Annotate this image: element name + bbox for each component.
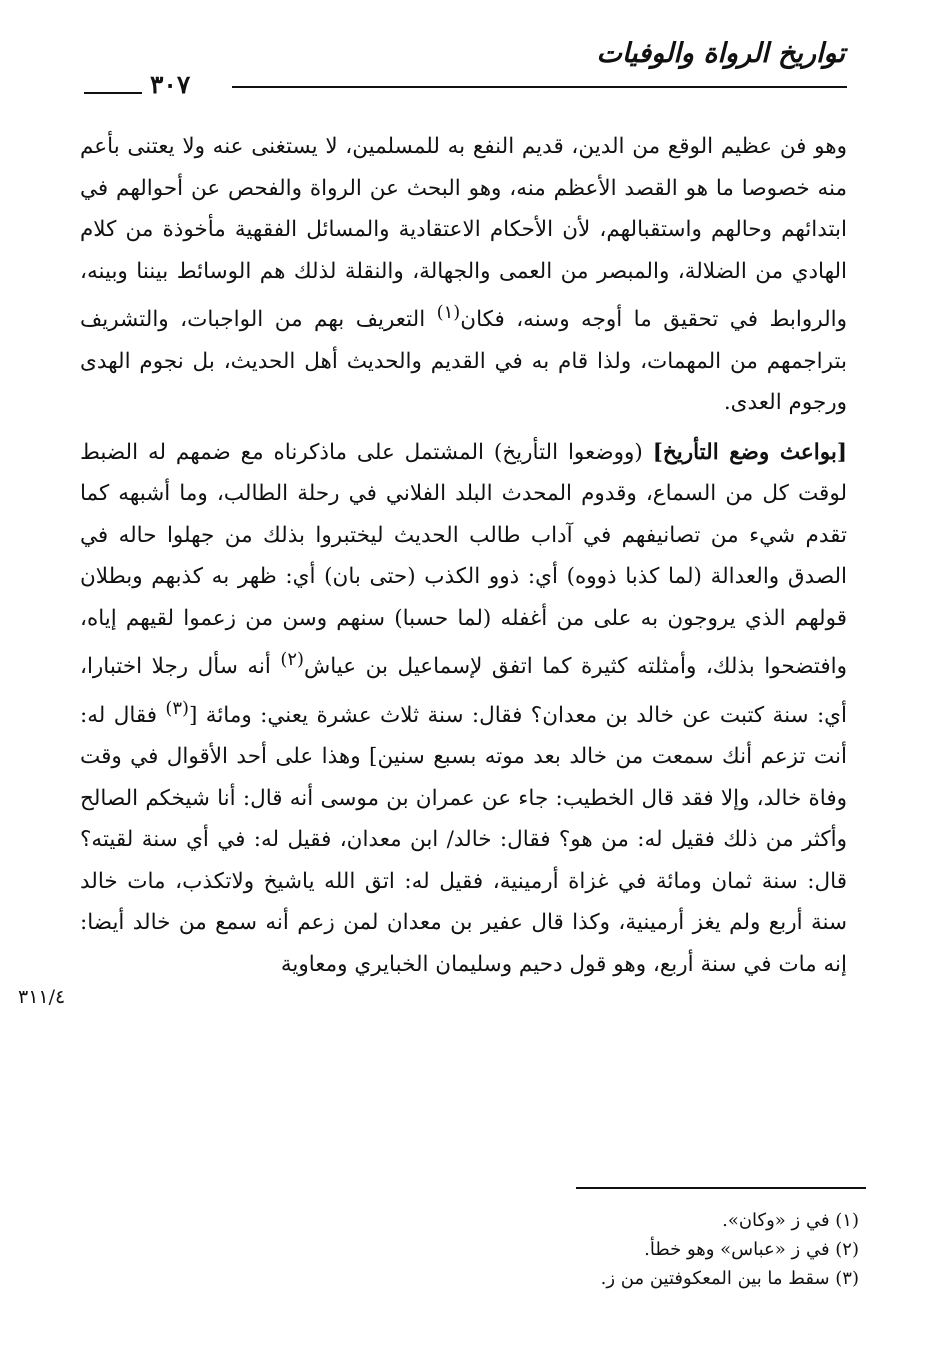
paragraph-2-part-2: أنه سأل رجلا اختبارا، أي: سنة كتبت عن خالد بن معدان؟ فقال: سنة ثلاث عشرة يعني: ومائة [	[80, 654, 847, 728]
paragraph-1-part-1: وهو فن عظيم الوقع من الدين، قديم النفع به للمسلمين، لا يستغنى عنه ولا يعتنى بأعم منه خصوصا ما هو القصد الأعظم منه، وهو البحث عن الرواة والفحص عن أحوالهم في ابتدائهم وحالهم واستقبالهم، لأن الأحكام الاعتقادية والمسائل الفقهية مأخوذة من كلام الهادي من الضلالة، والمبصر من العمى والجهالة، والنقلة لذلك هم الوسائط بيننا وبينه، والروابط في تحقيق ما أوجه وسنه، فكان	[80, 134, 847, 333]
footnote-ref-1: (١)	[436, 302, 461, 323]
footnote-ref-2: (٢)	[280, 649, 305, 671]
paragraph-2-part-3: فقال له: أنت تزعم أنك سمعت من خالد بعد موته بسبع سنين] وهذا على أحد الأقوال في وقت وفاة خالد، وإلا فقد قال الخطيب: جاء عن عمران بن موسى أنه قال: أنا شيخكم الصالح وأكثر من ذلك فقيل له: من هو؟ فقال: خالد/ ابن معدان، فقيل له: في أي سنة لقيته؟ قال: سنة ثمان ومائة في غزاة أرمينية، فقيل له: اتق الله ياشيخ ولاتكذب، مات خالد سنة أربع ولم يغز أرمينية، وكذا قال عفير بن معدان لمن زعم أنه سمع من خالد أيضا: إنه مات في سنة أربع، وهو قول دحيم وسليمان الخبايري ومعاوية	[80, 702, 847, 977]
page-number-rule	[84, 92, 142, 94]
footnote-rule	[576, 1187, 866, 1189]
section-heading: [بواعث وضع التأريخ]	[652, 439, 847, 465]
footnote-2: (٢) في ز «عباس» وهو خطأ.	[644, 1239, 859, 1260]
header-rule	[232, 86, 847, 88]
footnote-ref-3: (٣)	[165, 697, 190, 719]
running-title: تواريخ الرواة والوفيات	[596, 38, 845, 69]
main-text	[80, 126, 847, 985]
paragraph-2	[80, 432, 847, 986]
paragraph-1-part-2: التعريف بهم من الواجبات، والتشريف بتراجمهم من المهمات، ولذا قام به في القديم والحديث أهل الحديث، بل نجوم الهدى ورجوم العدى.	[80, 307, 847, 416]
footnote-3: (٣) سقط ما بين المعكوفتين من ز.	[600, 1268, 859, 1289]
footnote-1: (١) في ز «وكان».	[722, 1210, 859, 1231]
footnotes	[601, 1206, 859, 1293]
page-number: ٣٠٧	[150, 70, 191, 99]
paragraph-2-part-1: (ووضعوا التأريخ) المشتمل على ماذكرناه مع ضمهم له الضبط لوقت كل من السماع، وقدوم المحدث البلد الفلاني في رحلة الطالب، وما أشبهه كما تقدم شيء من تصانيفهم في آداب طالب الحديث ليختبروا بذلك من جهلوا حاله في الصدق والعدالة (لما كذبا ذووه) أي: ذوو الكذب (حتى بان) أي: ظهر به كذبهم وبطلان قولهم الذي يروجون به على من أغفله (لما حسبا) سنهم وسن من زعموا لقيهم إياه، وافتضحوا بذلك، وأمثلته كثيرة كما اتفق لإسماعيل بن عياش	[80, 439, 847, 680]
paragraph-1	[80, 126, 847, 424]
margin-page-reference: ٣١١/٤	[18, 986, 66, 1008]
